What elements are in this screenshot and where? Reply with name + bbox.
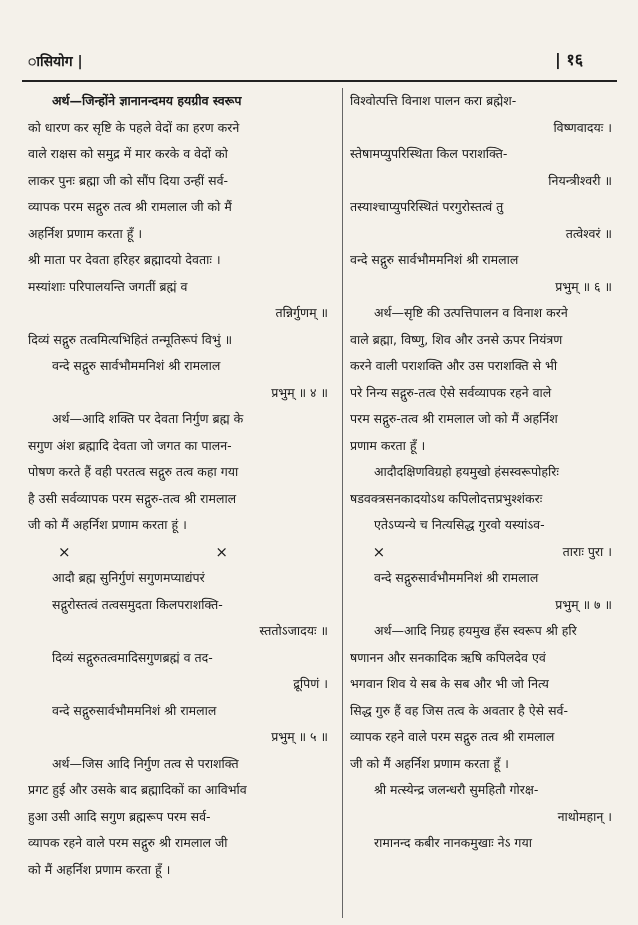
text-line: प्रभुम् ॥ ५ ॥ [271, 729, 328, 744]
text-line: परम सद्गुरु-तत्व श्री रामलाल जो को मैं अहर्निश [350, 411, 558, 426]
text-line: प्रभुम् ॥ ४ ॥ [271, 384, 328, 400]
text-line: दिव्यं सद्गुरुतत्वमादिसगुणब्रह्मं व तद- [52, 649, 213, 665]
text-line: तस्याश्चाप्युपरिस्थितं परगुरोस्तत्वं तु [350, 199, 504, 214]
text-line: व्यापक रहने वाले परम सद्गुरु श्री रामलाल जी [28, 835, 228, 850]
text-line: श्री माता पर देवता हरिहर ब्रह्मादयो देवताः । [28, 252, 221, 267]
text-line: व्यापक परम सद्गुरु तत्व श्री रामलाल जी को मैं [28, 199, 232, 214]
text-line: नाथोमहान् । [557, 808, 612, 824]
text-line: श्री मत्स्येन्द्र जलन्धरौ सुमहितौ गोरक्ष- [374, 782, 539, 797]
text-line: षणानन और सनकादिक ऋषि कपिलदेव एवं [350, 649, 546, 665]
text-line: द्रूपिणं । [293, 676, 328, 691]
text-line: सगुण अंश ब्रह्मादि देवता जो जगत का पालन- [28, 437, 232, 453]
text-line: सद्गुरोस्तत्वं तत्वसमुदता किलपराशक्ति- [52, 596, 223, 612]
text-line: रामानन्द कबीर नानकमुखाः नेऽ गया [374, 835, 532, 850]
text-line: वन्दे सद्गुरु सार्वभौममनिशं श्री रामलाल [350, 252, 519, 267]
text-line: स्ततोऽजादयः ॥ [259, 623, 328, 638]
right-column [350, 88, 620, 857]
running-header-title: ासियोग | [28, 54, 83, 70]
text-line: प्रगट हुई और उसके बाद ब्रह्मादिकों का आविर्भाव [28, 782, 247, 797]
text-line: लाकर पुनः ब्रह्मा जी को सौंप दिया उन्हीं सर्व- [28, 172, 229, 188]
text-line: तन्निर्गुणम् ॥ [275, 305, 328, 320]
text-line: अर्थ—आदि निग्रह हयमुख हँस स्वरूप श्री हरि [374, 623, 577, 638]
text-line: जी को मैं अहर्निश प्रणाम करता हूँ । [350, 755, 509, 771]
text-line: वन्दे सद्गुरु सार्वभौममनिशं श्री रामलाल [52, 358, 221, 373]
text-line: प्रभुम् ॥ ७ ॥ [555, 596, 612, 612]
text-line: अहर्निश प्रणाम करता हूँ । [28, 225, 143, 241]
text-line: वन्दे सद्गुरुसार्वभौममनिशं श्री रामलाल [374, 570, 539, 585]
text-line: आदौ ब्रह्म सुनिर्गुणं सगुणमप्याद्यंपरं [52, 570, 205, 585]
text-line: आदौदक्षिणविग्रहो हयमुखो हंसस्वरूपोहरिः [374, 464, 559, 479]
text-line: वाले राक्षस को समुद्र में मार करके व वेदों को [28, 146, 228, 161]
text-line: को मैं अहर्निश प्रणाम करता हूँ । [28, 861, 171, 877]
text-line: × × × [58, 542, 456, 561]
text-line: दिव्यं सद्गुरु तत्वमित्यभिहितं तन्मूतिरूपं विभुं ॥ [28, 331, 233, 347]
text-line: प्रणाम करता हूँ । [350, 437, 426, 453]
text-line: अर्थ—आदि शक्ति पर देवता निर्गुण ब्रह्म के [52, 411, 244, 426]
page-number: | १६ [555, 50, 584, 69]
text-line: भगवान शिव ये सब के सब और भी जो नित्य [350, 676, 549, 691]
text-line: ताराः पुरा । [562, 543, 612, 559]
text-line: वन्दे सद्गुरुसार्वभौममनिशं श्री रामलाल [52, 702, 217, 718]
text-line: हुआ उसी आदि सगुण ब्रह्मरूप परम सर्व- [28, 808, 211, 824]
text-line: है उसी सर्वव्यापक परम सद्गुरु-तत्व श्री रामलाल [28, 490, 237, 506]
text-line: अर्थ—जिन्होंने ज्ञानानन्दमय हयग्रीव स्वरूप [52, 93, 242, 108]
text-line: षडवक्त्रसनकादयोऽथ कपिलोदत्तप्रभुश्शंकरः [350, 490, 543, 506]
text-line: मस्यांशाः परिपालयन्ति जगतीं ब्रह्मं व [28, 278, 188, 294]
text-line: नियन्त्रीश्वरी ॥ [548, 172, 612, 188]
text-line: तत्वेश्वरं ॥ [565, 225, 612, 241]
text-line: अर्थ—जिस आदि निर्गुण तत्व से पराशक्ति [52, 755, 239, 771]
text-line: विश्वोत्पत्ति विनाश पालन करा ब्रह्मेश- [350, 93, 517, 108]
text-line: विष्णवादयः । [553, 119, 612, 135]
text-line: वाले ब्रह्मा, विष्णु, शिव और उनसे ऊपर नियंत्रण [350, 331, 563, 347]
text-line: स्तेषामप्युपरिस्थिता किल पराशक्ति- [350, 146, 508, 161]
text-line: एतेऽप्यन्ये च नित्यसिद्ध गुरवो यस्यांऽव- [374, 517, 545, 532]
text-line: पोषण करते हैं वही परतत्व सद्गुरु तत्व कहा गया [28, 464, 239, 479]
text-line: व्यापक रहने वाले परम सद्गुरु तत्व श्री रामलाल [350, 729, 555, 744]
text-line: को धारण कर सृष्टि के पहले वेदों का हरण करने [28, 119, 240, 135]
text-line: अर्थ—सृष्टि की उत्पत्तिपालन व विनाश करने [374, 305, 568, 320]
text-line: प्रभुम् ॥ ६ ॥ [555, 278, 612, 294]
text-line: परे निन्य सद्गुरु-तत्व ऐसे सर्वव्यापक रहने वाले [350, 384, 552, 400]
text-line: जी को मैं अहर्निश प्रणाम करता हूं । [28, 517, 187, 532]
text-line: करने वाली पराशक्ति और उस पराशक्ति से भी [350, 358, 558, 373]
text-line: सिद्ध गुरु हैं वह जिस तत्व के अवतार है ऐसे सर्व- [350, 702, 568, 718]
column-divider [342, 88, 343, 918]
header-rule [22, 80, 617, 82]
